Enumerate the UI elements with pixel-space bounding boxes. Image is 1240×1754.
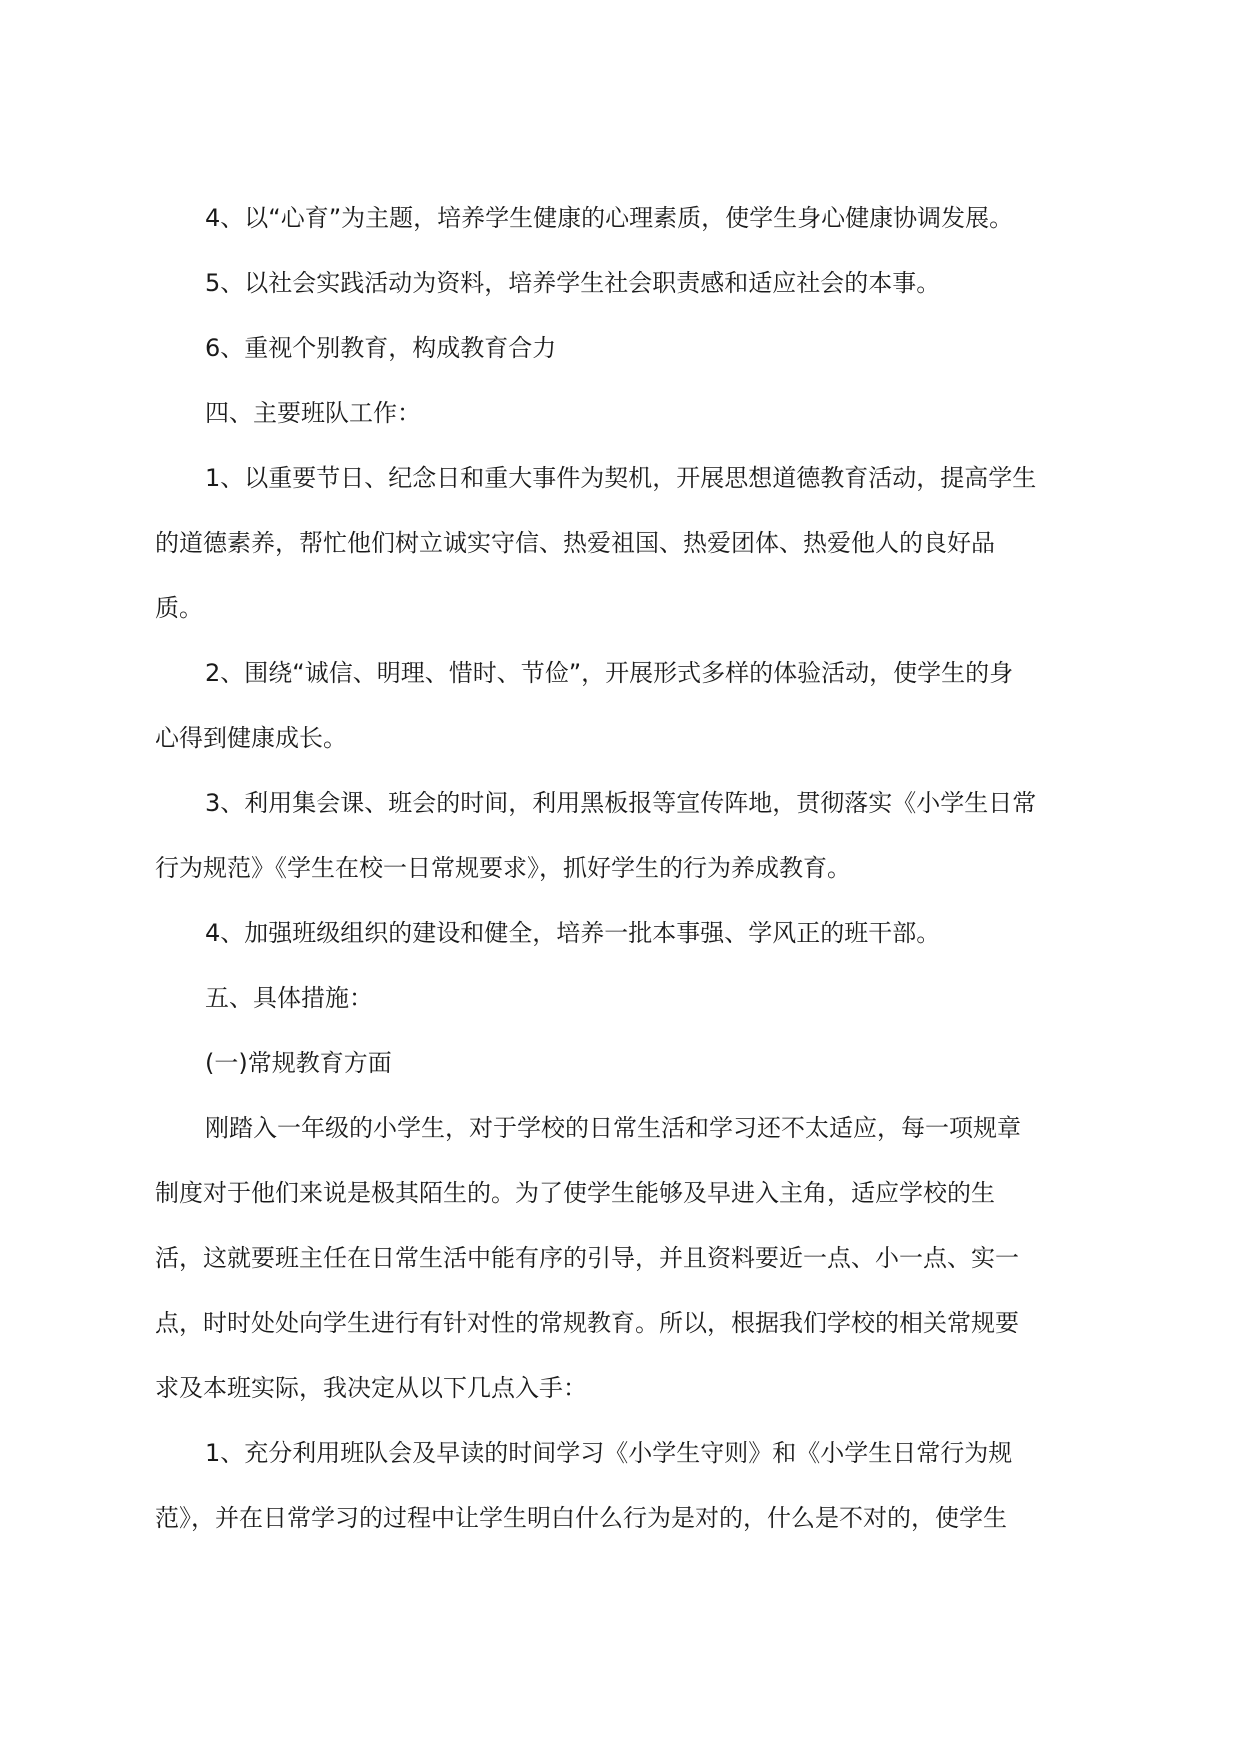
section-heading: 五、具体措施：: [205, 984, 373, 1012]
paragraph-line: 制度对于他们来说是极其陌生的。为了使学生能够及早进入主角，适应学校的生: [155, 1179, 995, 1207]
paragraph-line: 刚踏入一年级的小学生，对于学校的日常生活和学习还不太适应，每一项规章: [205, 1114, 1021, 1142]
paragraph-line: 3、利用集会课、班会的时间，利用黑板报等宣传阵地，贯彻落实《小学生日常: [205, 789, 1037, 817]
paragraph-line: 求及本班实际，我决定从以下几点入手：: [155, 1374, 587, 1402]
section-heading: 四、主要班队工作：: [205, 399, 421, 427]
paragraph-line: 5、以社会实践活动为资料，培养学生社会职责感和适应社会的本事。: [205, 269, 941, 297]
paragraph-line: 6、重视个别教育，构成教育合力: [205, 334, 557, 362]
paragraph-line: 行为规范》《学生在校一日常规要求》，抓好学生的行为养成教育。: [155, 854, 851, 882]
paragraph-line: 点，时时处处向学生进行有针对性的常规教育。所以，根据我们学校的相关常规要: [155, 1309, 1019, 1337]
paragraph-line: 1、以重要节日、纪念日和重大事件为契机，开展思想道德教育活动，提高学生: [205, 464, 1037, 492]
paragraph-line: 心得到健康成长。: [155, 724, 347, 752]
paragraph-line: 范》，并在日常学习的过程中让学生明白什么行为是对的，什么是不对的，使学生: [155, 1504, 1007, 1532]
paragraph-line: 1、充分利用班队会及早读的时间学习《小学生守则》和《小学生日常行为规: [205, 1439, 1013, 1467]
paragraph-line: 的道德素养，帮忙他们树立诚实守信、热爱祖国、热爱团体、热爱他人的良好品: [155, 529, 995, 557]
paragraph-line: 2、围绕“诚信、明理、惜时、节俭”，开展形式多样的体验活动，使学生的身: [205, 659, 1014, 687]
paragraph-line: 4、以“心育”为主题，培养学生健康的心理素质，使学生身心健康协调发展。: [205, 204, 1014, 232]
subsection-heading: (一)常规教育方面: [205, 1049, 392, 1077]
paragraph-line: 4、加强班级组织的建设和健全，培养一批本事强、学风正的班干部。: [205, 919, 941, 947]
paragraph-line: 活，这就要班主任在日常生活中能有序的引导，并且资料要近一点、小一点、实一: [155, 1244, 1019, 1272]
document-body: [155, 186, 1085, 1551]
paragraph-line: 质。: [155, 594, 203, 622]
